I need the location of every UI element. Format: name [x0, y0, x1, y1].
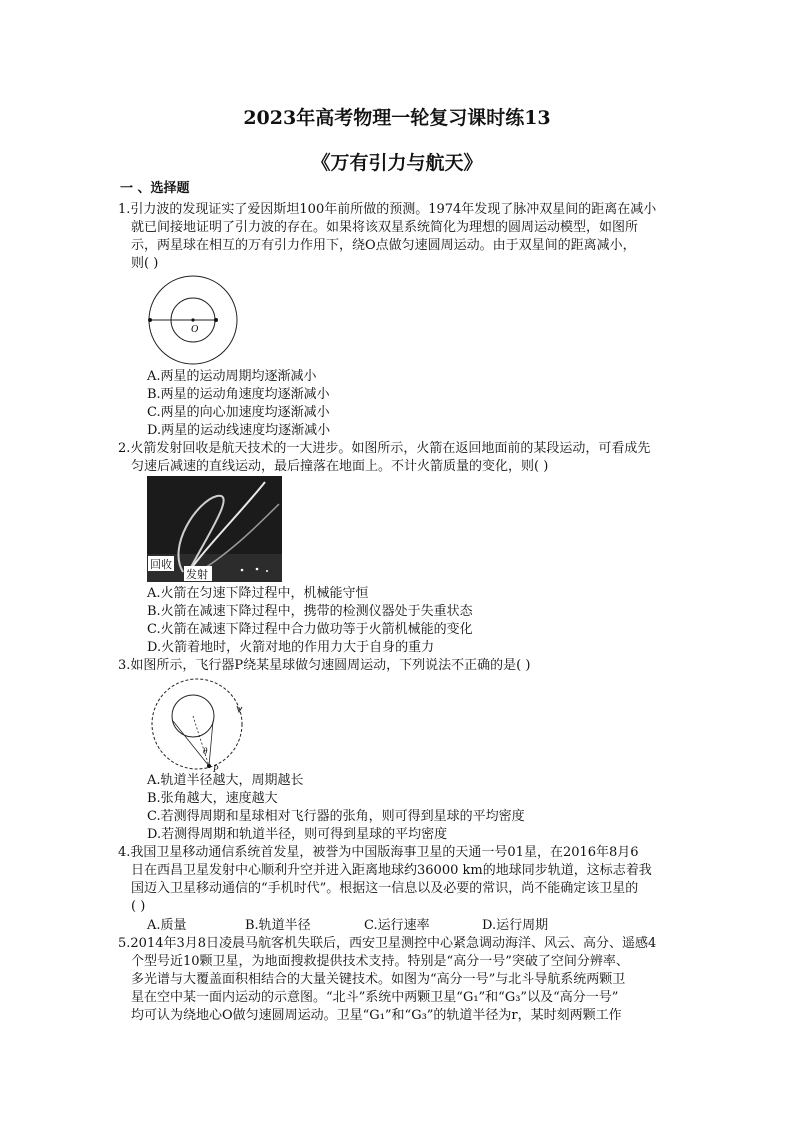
q1-option-d: D.两星的运动线速度均逐渐减小	[147, 423, 331, 438]
q1-option-b: B.两星的运动角速度均逐渐减小	[147, 387, 330, 402]
figure-label-o: O	[191, 324, 199, 335]
q1-line-2: 就已间接地证明了引力波的存在。如果将该双星系统简化为理想的圆周运动模型，如图所	[131, 220, 639, 235]
q1-line-3: 示，两星球在相互的万有引力作用下，绕O点做匀速圆周运动。由于双星间的距离减小，	[131, 238, 636, 253]
photo-label-recovery: 回收	[150, 558, 172, 571]
rocket-launch-photo	[147, 476, 282, 582]
figure-label-p: P	[213, 764, 219, 772]
binary-star-diagram	[145, 272, 245, 368]
q3-option-c: C.若测得周期和星球相对飞行器的张角，则可得到星球的平均密度	[147, 809, 525, 824]
section-heading: 一 、选择题	[120, 181, 190, 196]
q1-line-4: 则( )	[131, 256, 159, 271]
q5-line-2: 个型号近10颗卫星，为地面搜救提供技术支持。特别是“高分一号”突破了空间分辨率、	[131, 954, 629, 969]
q2-option-d: D.火箭着地时，火箭对地的作用力大于自身的重力	[147, 640, 435, 655]
page-title: 2023年高考物理一轮复习课时练13	[243, 107, 551, 129]
q5-line-5: 均可认为绕地心O做匀速圆周运动。卫星“G₁”和“G₃”的轨道半径为r，某时刻两颗工作	[131, 1008, 622, 1023]
figure-label-theta: θ	[203, 746, 208, 756]
photo-label-launch: 发射	[186, 568, 208, 581]
q3-option-d: D.若测得周期和轨道半径，则可得到星球的平均密度	[147, 827, 448, 842]
q3-option-b: B.张角越大，速度越大	[147, 791, 278, 806]
orbit-angle-diagram	[147, 676, 247, 772]
q4-line-3: 国迈入卫星移动通信的“手机时代”。根据这一信息以及必要的常识，尚不能确定该卫星的	[131, 881, 639, 896]
q3-line-1: 3.如图所示，飞行器P绕某星球做匀速圆周运动，下列说法不正确的是( )	[118, 658, 531, 673]
q4-line-1: 4.我国卫星移动通信系统首发星，被誉为中国版海事卫星的天通一号01星，在2016年8月6	[118, 845, 639, 860]
q4-option-b: B.轨道半径	[245, 918, 311, 933]
q1-option-a: A.两星的运动周期均逐渐减小	[147, 369, 317, 384]
q5-line-1: 5.2014年3月8日凌晨马航客机失联后，西安卫星测控中心紧急调动海洋、风云、高分、遥感4	[118, 936, 657, 951]
q4-option-a: A.质量	[147, 918, 187, 933]
page-subtitle: 《万有引力与航天》	[311, 152, 483, 174]
q5-line-3: 多光谱与大覆盖面积相结合的大量关键技术。如图为“高分一号”与北斗导航系统两颗卫	[131, 972, 626, 987]
q1-option-c: C.两星的向心加速度均逐渐减小	[147, 405, 330, 420]
q4-line-2: 日在西昌卫星发射中心顺利升空并进入距离地球约36000 km的地球同步轨道，这标志着我	[131, 863, 652, 878]
q1-line-1: 1.引力波的发现证实了爱因斯坦100年前所做的预测。1974年发现了脉冲双星间的距离在减小	[118, 202, 657, 217]
q2-option-c: C.火箭在减速下降过程中合力做功等于火箭机械能的变化	[147, 622, 473, 637]
q2-line-1: 2.火箭发射回收是航天技术的一大进步。如图所示，火箭在返回地面前的某段运动，可看成先	[118, 441, 651, 456]
q2-line-2: 匀速后减速的直线运动，最后撞落在地面上。不计火箭质量的变化，则( )	[131, 459, 549, 474]
q5-line-4: 星在空中某一面内运动的示意图。“北斗”系统中两颗卫星“G₁”和“G₃”以及“高分一号”	[131, 990, 619, 1005]
q4-option-d: D.运行周期	[482, 918, 549, 933]
q2-option-a: A.火箭在匀速下降过程中，机械能守恒	[147, 586, 369, 601]
q2-option-b: B.火箭在减速下降过程中，携带的检测仪器处于失重状态	[147, 604, 473, 619]
q4-line-4: ( )	[131, 899, 146, 914]
q4-option-c: C.运行速率	[364, 918, 430, 933]
q3-option-a: A.轨道半径越大，周期越长	[147, 773, 304, 788]
